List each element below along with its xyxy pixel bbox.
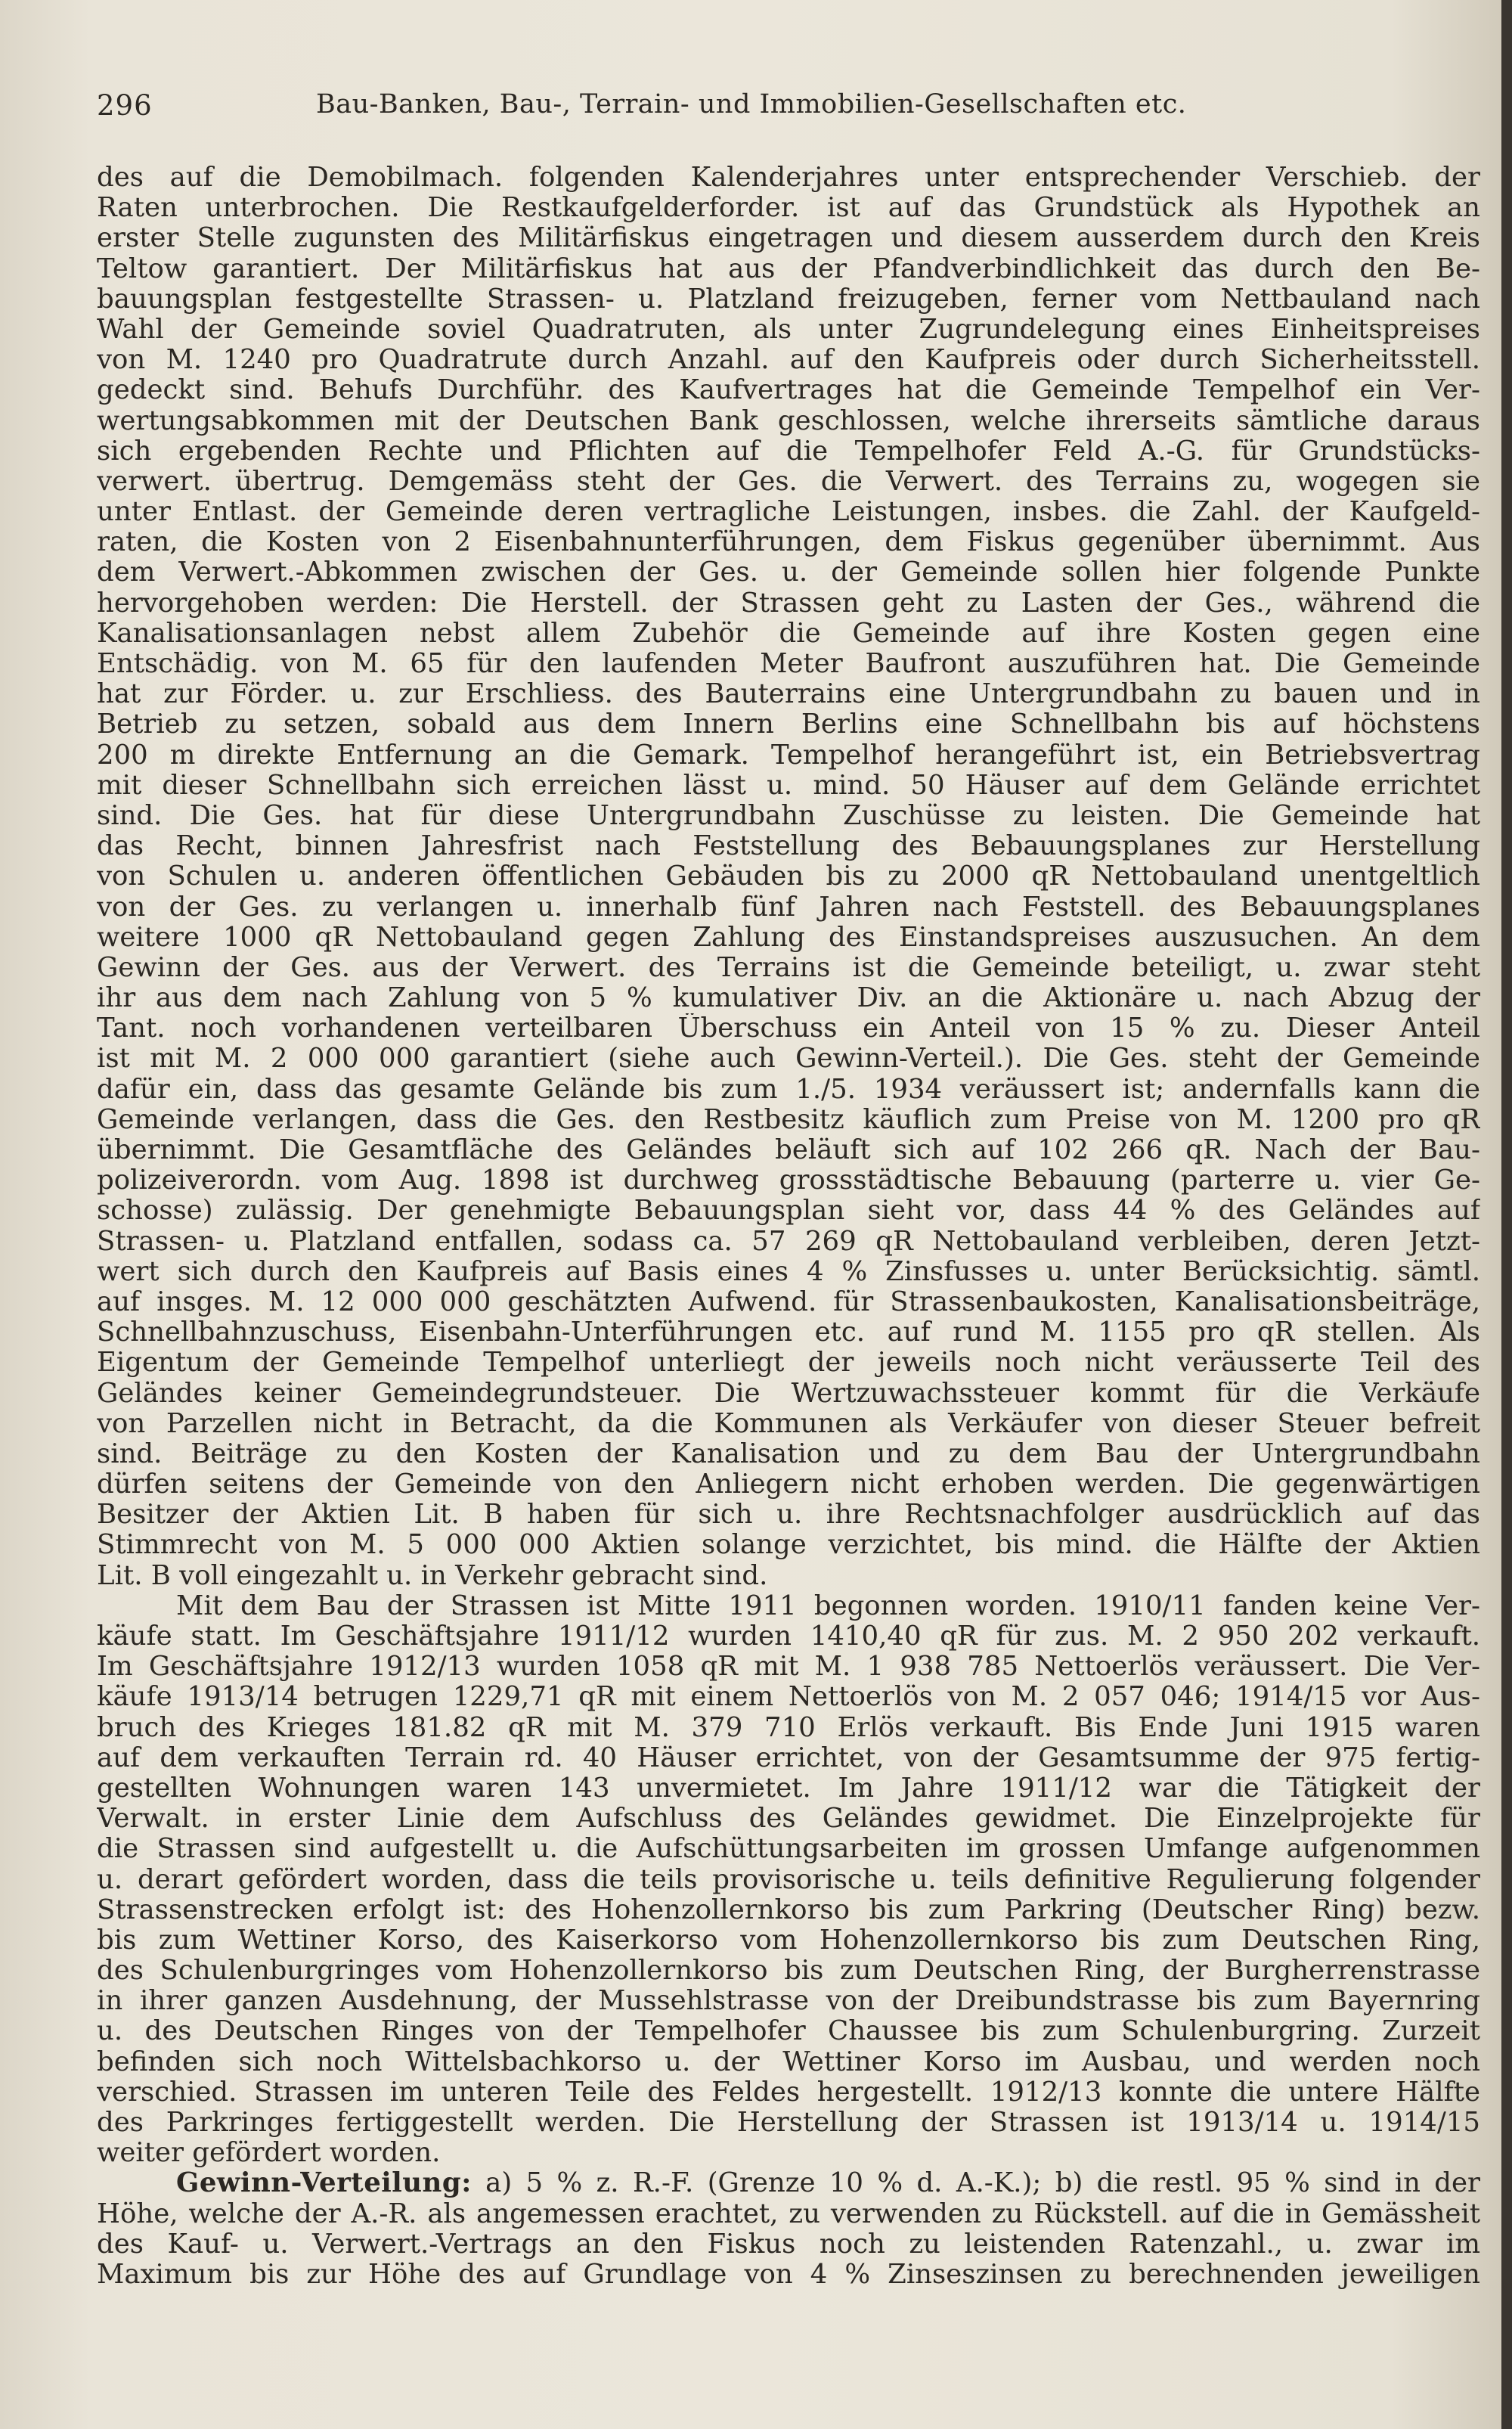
- text-line: hat zur Förder. u. zur Erschliess. des Bauterrains eine Untergrundbahn zu bauen und in: [97, 679, 1480, 710]
- text-line: u. des Deutschen Ringes von der Tempelhofer Chaussee bis zum Schulenburgring. Zurzeit: [97, 2016, 1480, 2047]
- text-line: Strassen- u. Platzland entfallen, sodass ca. 57 269 qR Nettobauland verbleiben, deren Jetzt-: [97, 1226, 1480, 1257]
- text-line: verwert. übertrug. Demgemäss steht der Ges. die Verwert. des Terrains zu, wogegen sie: [97, 466, 1480, 497]
- text-line: dafür ein, dass das gesamte Gelände bis zum 1./5. 1934 veräussert ist; andernfalls kann die: [97, 1074, 1480, 1105]
- text-line: die Strassen sind aufgestellt u. die Aufschüttungsarbeiten im grossen Umfange aufgenommen: [97, 1834, 1480, 1865]
- text-line: Gemeinde verlangen, dass die Ges. den Restbesitz käuflich zum Preise von M. 1200 pro qR: [97, 1104, 1480, 1135]
- text-line: des Parkringes fertiggestellt werden. Die Herstellung der Strassen ist 1913/14 u. 1914/15: [97, 2108, 1480, 2138]
- text-line: bruch des Krieges 181.82 qR mit M. 379 710 Erlös verkauft. Bis Ende Juni 1915 waren: [97, 1712, 1480, 1743]
- text-line: von Schulen u. anderen öffentlichen Gebäuden bis zu 2000 qR Nettobauland unentgeltlich: [97, 861, 1480, 892]
- paragraph-profit-distribution: [97, 2168, 1480, 2290]
- text-line: Verwalt. in erster Linie dem Aufschluss des Geländes gewidmet. Die Einzelprojekte für: [97, 1804, 1480, 1835]
- running-title: Bau-Banken, Bau-, Terrain- und Immobilien-Gesellschaften etc.: [316, 89, 1187, 119]
- page-edge-shadow: [1501, 0, 1512, 2429]
- text-line: Wahl der Gemeinde soviel Quadratruten, als unter Zugrundelegung eines Einheitspreises: [97, 314, 1480, 345]
- text-line: weitere 1000 qR Nettobauland gegen Zahlung des Einstandspreises auszusuchen. An dem: [97, 922, 1480, 953]
- text-line: Stimmrecht von M. 5 000 000 Aktien solange verzichtet, bis mind. die Hälfte der Aktien: [97, 1530, 1480, 1561]
- text-line: des auf die Demobilmach. folgenden Kalenderjahres unter entsprechender Verschieb. der: [97, 163, 1480, 193]
- text-line: schosse) zulässig. Der genehmigte Bebauungsplan sieht vor, dass 44 % des Geländes auf: [97, 1196, 1480, 1227]
- text-line: gedeckt sind. Behufs Durchführ. des Kaufvertrages hat die Gemeinde Tempelhof ein Ver-: [97, 375, 1480, 406]
- text-line: käufe statt. Im Geschäftsjahre 1911/12 wurden 1410,40 qR für zus. M. 2 950 202 verkauft.: [97, 1621, 1480, 1652]
- text-line: Im Geschäftsjahre 1912/13 wurden 1058 qR mit M. 1 938 785 Nettoerlös veräussert. Die Ver-: [97, 1652, 1480, 1683]
- text-line: befinden sich noch Wittelsbachkorso u. der Wettiner Korso im Ausbau, und werden noch: [97, 2046, 1480, 2077]
- text-line: Strassenstrecken erfolgt ist: des Hohenzollernkorso bis zum Parkring (Deutscher Ring) bezw.: [97, 1894, 1480, 1925]
- text-line: Schnellbahnzuschuss, Eisenbahn-Unterführungen etc. auf rund M. 1155 pro qR stellen. Als: [97, 1317, 1480, 1348]
- text-line: dem Verwert.-Abkommen zwischen der Ges. u. der Gemeinde sollen hier folgende Punkte: [97, 557, 1480, 588]
- text-line: Entschädig. von M. 65 für den laufenden Meter Baufront auszuführen hat. Die Gemeinde: [97, 649, 1480, 679]
- text-line: hervorgehoben werden: Die Herstell. der Strassen geht zu Lasten der Ges., während die: [97, 588, 1480, 619]
- page-header: [97, 89, 1480, 135]
- text-line: Betrieb zu setzen, sobald aus dem Innern Berlins eine Schnellbahn bis auf höchstens: [97, 709, 1480, 740]
- text-line: wertungsabkommen mit der Deutschen Bank geschlossen, welche ihrerseits sämtliche daraus: [97, 405, 1480, 436]
- text-line: 200 m direkte Entfernung an die Gemark. Tempelhof herangeführt ist, ein Betriebsvertrag: [97, 740, 1480, 771]
- text-line: käufe 1913/14 betrugen 1229,71 qR mit einem Nettoerlös von M. 2 057 046; 1914/15 vor Aus-: [97, 1682, 1480, 1713]
- page-number: 296: [97, 89, 153, 122]
- text-line: das Recht, binnen Jahresfrist nach Feststellung des Bebauungsplanes zur Herstellung: [97, 831, 1480, 862]
- text-line: sich ergebenden Rechte und Pflichten auf die Tempelhofer Feld A.-G. für Grundstücks-: [97, 436, 1480, 467]
- text-line: unter Entlast. der Gemeinde deren vertragliche Leistungen, insbes. die Zahl. der Kaufgeld-: [97, 497, 1480, 528]
- text-line: bauungsplan festgestellte Strassen- u. Platzland freizugeben, ferner vom Nettbauland nach: [97, 284, 1480, 315]
- text-line: Geländes keiner Gemeindegrundsteuer. Die Wertzuwachssteuer kommt für die Verkäufe: [97, 1378, 1480, 1409]
- text-line: gestellten Wohnungen waren 143 unvermietet. Im Jahre 1911/12 war die Tätigkeit der: [97, 1773, 1480, 1804]
- text-line: von M. 1240 pro Quadratrute durch Anzahl. auf den Kaufpreis oder durch Sicherheitsstell.: [97, 345, 1480, 376]
- text-line: in ihrer ganzen Ausdehnung, der Mussehlstrasse von der Dreibundstrasse bis zum Bayernring: [97, 1986, 1480, 2017]
- text-line: Tant. noch vorhandenen verteilbaren Überschuss ein Anteil von 15 % zu. Dieser Anteil: [97, 1013, 1480, 1044]
- text-line: übernimmt. Die Gesamtfläche des Geländes beläuft sich auf 102 266 qR. Nach der Bau-: [97, 1135, 1480, 1165]
- text-line: Maximum bis zur Höhe des auf Grundlage von 4 % Zinseszinsen zu berechnenden jeweiligen: [97, 2259, 1480, 2290]
- text-line: ihr aus dem nach Zahlung von 5 % kumulativer Div. an die Aktionäre u. nach Abzug der: [97, 983, 1480, 1014]
- text-line: dürfen seitens der Gemeinde von den Anliegern nicht erhoben werden. Die gegenwärtigen: [97, 1469, 1480, 1500]
- text-line-content: a) 5 % z. R.-F. (Grenze 10 % d. A.-K.); b) die restl. 95 % sind in der: [471, 2168, 1480, 2199]
- text-line: u. derart gefördert worden, dass die teils provisorische u. teils definitive Regulierung folgender: [97, 1864, 1480, 1895]
- text-line: Kanalisationsanlagen nebst allem Zubehör die Gemeinde auf ihre Kosten gegen eine: [97, 618, 1480, 649]
- text-line: verschied. Strassen im unteren Teile des Feldes hergestellt. 1912/13 konnte die untere Hälfte: [97, 2077, 1480, 2108]
- text-line: Gewinn der Ges. aus der Verwert. des Terrains ist die Gemeinde beteiligt, u. zwar steht: [97, 952, 1480, 983]
- text-line: sind. Beiträge zu den Kosten der Kanalisation und zu dem Bau der Untergrundbahn: [97, 1438, 1480, 1469]
- paragraph-property-contract: [97, 163, 1480, 1591]
- text-line: weiter gefördert worden.: [97, 2138, 441, 2169]
- text-line: polizeiverordn. vom Aug. 1898 ist durchweg grossstädtische Bebauung (parterre u. vier Ge-: [97, 1165, 1480, 1196]
- body-text: [97, 163, 1480, 2290]
- section-heading: Gewinn-Verteilung:: [176, 2168, 472, 2199]
- text-line: Besitzer der Aktien Lit. B haben für sich u. ihre Rechtsnachfolger ausdrücklich auf das: [97, 1500, 1480, 1531]
- text-line: ist mit M. 2 000 000 garantiert (siehe auch Gewinn-Verteil.). Die Ges. steht der Gemeinde: [97, 1044, 1480, 1075]
- text-line: bis zum Wettiner Korso, des Kaiserkorso vom Hohenzollernkorso bis zum Deutschen Ring,: [97, 1925, 1480, 1956]
- text-line: Raten unterbrochen. Die Restkaufgelderforder. ist auf das Grundstück als Hypothek an: [97, 193, 1480, 224]
- paragraph-construction-sales: [97, 1591, 1480, 2169]
- text-line: mit dieser Schnellbahn sich erreichen lässt u. mind. 50 Häuser auf dem Gelände errichtet: [97, 770, 1480, 801]
- text-line: Teltow garantiert. Der Militärfiskus hat aus der Pfandverbindlichkeit das durch den Be-: [97, 253, 1480, 284]
- text-line: sind. Die Ges. hat für diese Untergrundbahn Zuschüsse zu leisten. Die Gemeinde hat: [97, 800, 1480, 831]
- text-line: von der Ges. zu verlangen u. innerhalb fünf Jahren nach Feststell. des Bebauungsplanes: [97, 892, 1480, 923]
- text-line: erster Stelle zugunsten des Militärfiskus eingetragen und diesem ausserdem durch den Kreis: [97, 223, 1480, 254]
- text-line: Mit dem Bau der Strassen ist Mitte 1911 begonnen worden. 1910/11 fanden keine Ver-: [176, 1590, 1480, 1621]
- text-line: wert sich durch den Kaufpreis auf Basis eines 4 % Zinsfusses u. unter Berücksichtig. sämtl.: [97, 1256, 1480, 1287]
- text-line: auf dem verkauften Terrain rd. 40 Häuser errichtet, von der Gesamtsumme der 975 fertig-: [97, 1742, 1480, 1773]
- text-line: Lit. B voll eingezahlt u. in Verkehr gebracht sind.: [97, 1560, 768, 1591]
- text-line: raten, die Kosten von 2 Eisenbahnunterführungen, dem Fiskus gegenüber übernimmt. Aus: [97, 527, 1480, 558]
- text-line: Eigentum der Gemeinde Tempelhof unterliegt der jeweils noch nicht veräusserte Teil des: [97, 1348, 1480, 1379]
- text-line: auf insges. M. 12 000 000 geschätzten Aufwend. für Strassenbaukosten, Kanalisationsbeiträge,: [97, 1286, 1480, 1317]
- text-line: des Kauf- u. Verwert.-Vertrags an den Fiskus noch zu leistenden Ratenzahl., u. zwar im: [97, 2229, 1480, 2260]
- text-line: [97, 2168, 1480, 2198]
- text-line: des Schulenburgringes vom Hohenzollernkorso bis zum Deutschen Ring, der Burgherrenstrasse: [97, 1956, 1480, 1987]
- text-line: Höhe, welche der A.-R. als angemessen erachtet, zu verwenden zu Rückstell. auf die in Gemässheit: [97, 2198, 1480, 2229]
- text-line: von Parzellen nicht in Betracht, da die Kommunen als Verkäufer von dieser Steuer befreit: [97, 1408, 1480, 1439]
